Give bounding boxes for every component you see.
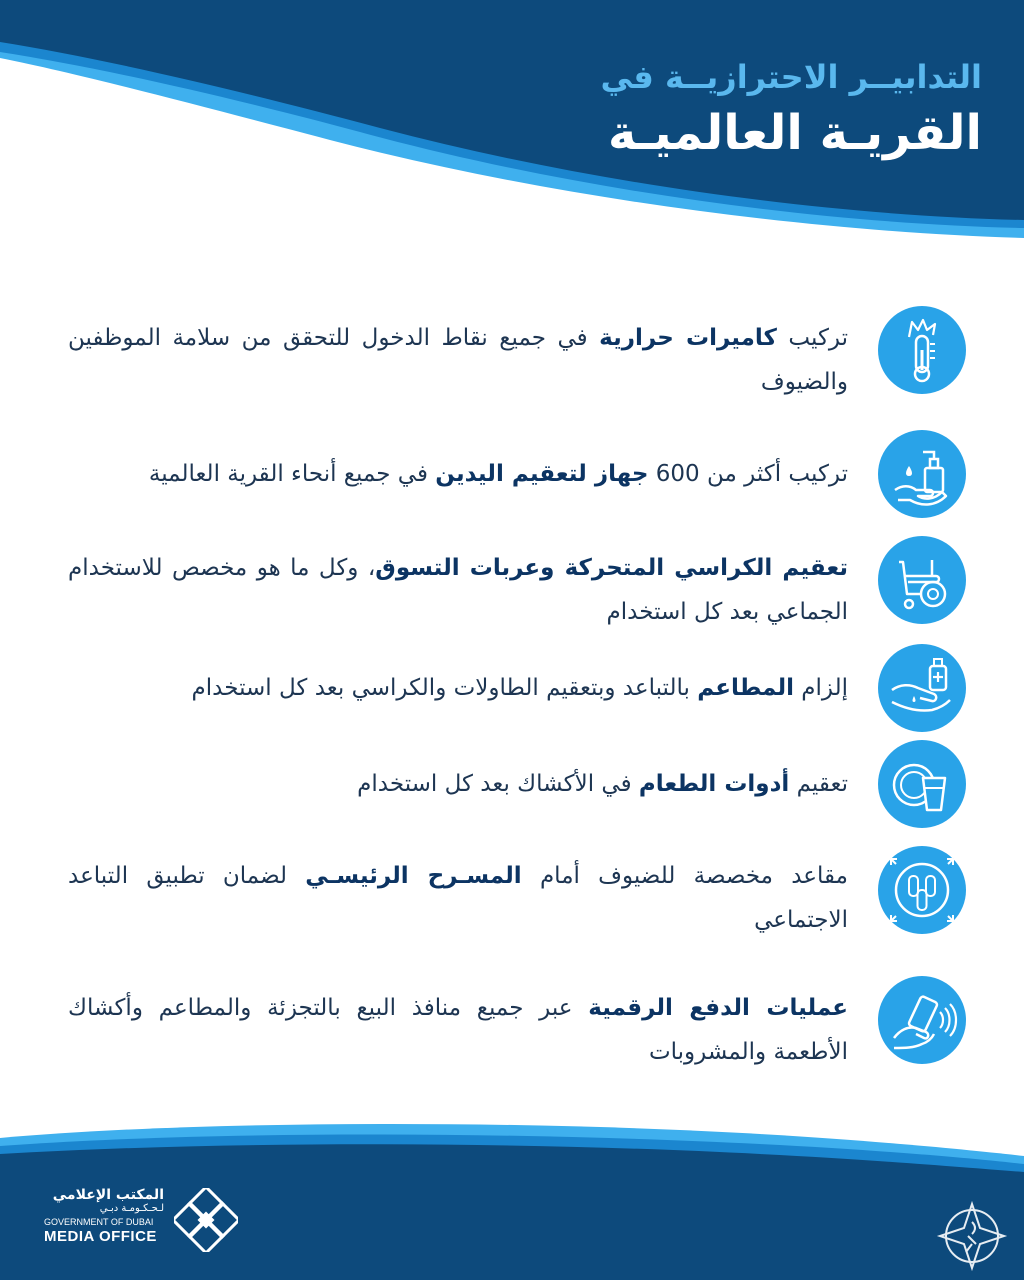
text-segment: تركيب أكثر من 600 xyxy=(648,461,848,487)
text-segment: في جميع نقاط الدخول للتحقق من سلامة الموظفين والضيوف xyxy=(68,325,848,395)
brand-media-office-label: MEDIA OFFICE xyxy=(44,1228,157,1245)
text-segment: عبر جميع منافذ البيع بالتجزئة والمطاعم وأكشاك الأطعمة والمشروبات xyxy=(68,995,848,1065)
item-text xyxy=(68,546,848,634)
text-segment: لضمان تطبيق التباعد الاجتماعي xyxy=(68,863,848,933)
text-segment: بالتباعد وبتعقيم الطاولات والكراسي بعد كل استخدام xyxy=(191,675,698,701)
highlighted-phrase: جهاز لتعقيم اليدين xyxy=(435,461,649,487)
highlighted-phrase: كاميرات حرارية xyxy=(599,325,777,351)
contactless-payment-icon xyxy=(878,976,966,1064)
text-segment: تركيب xyxy=(776,325,848,351)
text-segment: في جميع أنحاء القرية العالمية xyxy=(148,461,436,487)
highlighted-phrase: المسـرح الرئيسـي xyxy=(305,863,522,889)
sanitize-hand-icon xyxy=(878,644,966,732)
item-text xyxy=(68,986,848,1074)
text-segment: إلزام xyxy=(793,675,848,701)
highlighted-phrase: تعقيم الكراسي المتحركة وعربات التسوق xyxy=(375,555,848,581)
thermometer-icon xyxy=(878,306,966,394)
highlighted-phrase: المطاعم xyxy=(697,675,794,701)
item-text xyxy=(68,854,848,942)
item-text xyxy=(68,762,848,806)
brand-government-label: GOVERNMENT OF DUBAI xyxy=(44,1217,154,1227)
item-text xyxy=(68,316,848,404)
item-text xyxy=(68,666,848,710)
text-segment: مقاعد مخصصة للضيوف أمام xyxy=(521,863,848,889)
highlighted-phrase: أدوات الطعام xyxy=(638,771,790,797)
social-distance-icon xyxy=(878,846,966,934)
wheelchair-icon xyxy=(878,536,966,624)
brand-arabic-name: المكتب الإعلامي xyxy=(52,1187,164,1203)
hand-sanitizer-icon xyxy=(878,430,966,518)
title-line-1: التدابيــر الاحترازيــة في xyxy=(600,58,982,96)
title-line-2: القريـة العالميـة xyxy=(607,105,982,161)
item-text xyxy=(68,452,848,496)
highlighted-phrase: عمليات الدفع الرقمية xyxy=(588,995,848,1021)
brand-arabic-subtitle: لـحـكـومـة دبـي xyxy=(99,1203,164,1214)
text-segment: تعقيم xyxy=(789,771,848,797)
text-segment: ، وكل ما هو مخصص للاستخدام الجماعي بعد كل استخدام xyxy=(68,555,848,625)
text-segment: في الأكشاك بعد كل استخدام xyxy=(357,771,639,797)
global-village-emblem-icon xyxy=(936,1200,1008,1272)
plate-cup-icon xyxy=(878,740,966,828)
media-office-logo-icon xyxy=(174,1188,238,1252)
media-office-branding xyxy=(44,1188,244,1250)
